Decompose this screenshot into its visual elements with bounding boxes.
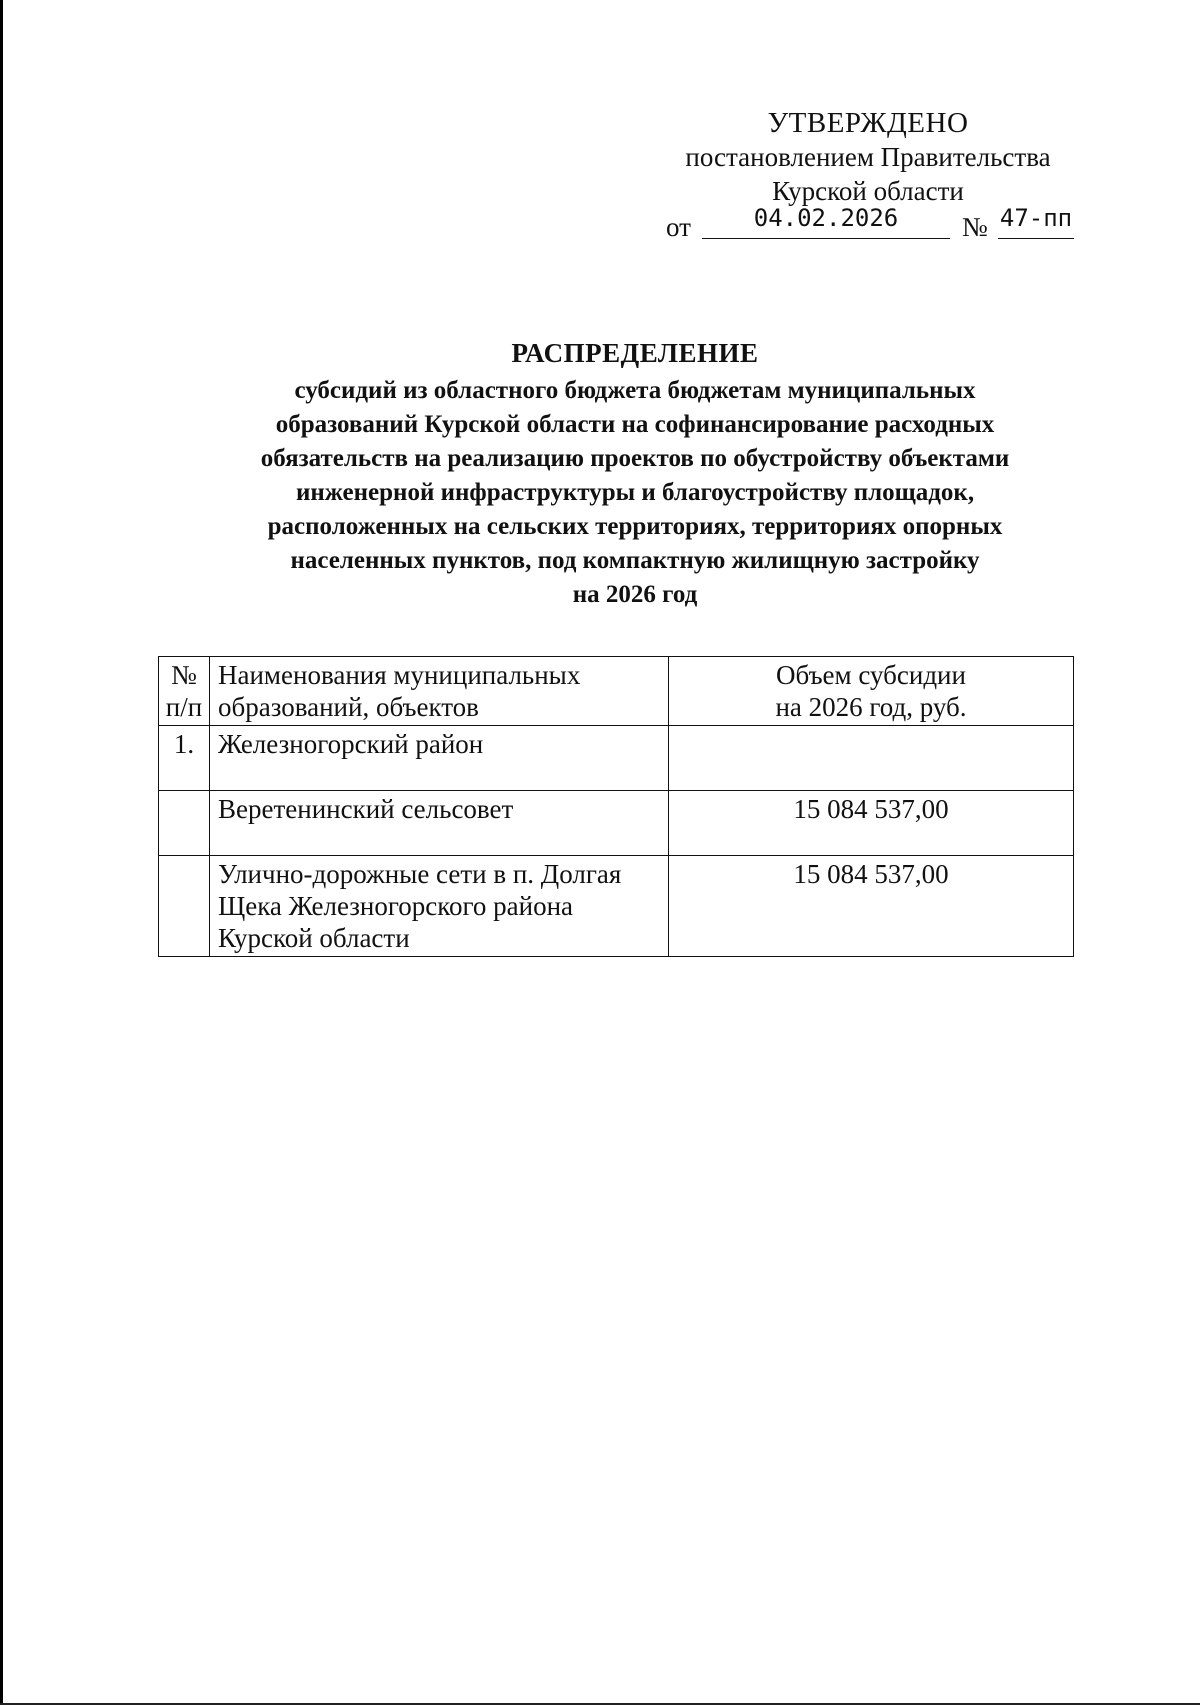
row-name <box>210 726 669 791</box>
row-name <box>210 791 669 856</box>
subtitle-line: населенных пунктов, под компактную жилищную застройку <box>290 547 980 574</box>
subtitle-line: расположенных на сельских территориях, территориях опорных <box>267 513 1003 540</box>
resolution-date: 04.02.2026 <box>702 204 950 239</box>
subsidy-table <box>158 656 1074 957</box>
approval-block <box>650 106 1086 208</box>
header-number-line: п/п <box>165 692 203 722</box>
table-row <box>159 856 1074 957</box>
row-amount: 15 084 537,00 <box>669 856 1074 957</box>
row-name-line: Щека Железногорского района <box>218 891 574 921</box>
number-prefix: № <box>962 212 988 242</box>
resolution-date-row <box>666 204 1086 242</box>
resolution-number: 47-пп <box>998 204 1074 239</box>
row-number <box>159 856 210 957</box>
header-number <box>159 657 210 726</box>
header-name-line: Наименования муниципальных <box>218 660 581 690</box>
document-title: РАСПРЕДЕЛЕНИЕ <box>511 338 759 368</box>
table-row <box>159 791 1074 856</box>
row-number <box>159 791 210 856</box>
row-amount: 15 084 537,00 <box>669 791 1074 856</box>
row-name-line: Курской области <box>218 923 410 953</box>
approval-line-2: Курской области <box>772 176 964 206</box>
subtitle-line: на 2026 год <box>572 581 698 608</box>
date-prefix: от <box>666 212 691 242</box>
header-amount-line: на 2026 год, руб. <box>775 692 967 722</box>
header-amount <box>669 657 1074 726</box>
row-number: 1. <box>159 726 210 791</box>
row-name <box>210 856 669 957</box>
row-name-line: Веретенинский сельсовет <box>218 794 514 824</box>
header-number-line: № <box>171 660 197 690</box>
header-name <box>210 657 669 726</box>
header-name-line: образований, объектов <box>218 692 479 722</box>
row-name-line: Железногорский район <box>218 729 484 759</box>
table-header-row <box>159 657 1074 726</box>
approval-stamp: УТВЕРЖДЕНО <box>767 107 969 139</box>
subtitle-line: обязательств на реализацию проектов по обустройству объектами <box>260 445 1010 472</box>
subtitle-line: образований Курской области на софинансирование расходных <box>275 411 995 438</box>
subtitle-line: инженерной инфраструктуры и благоустройству площадок, <box>295 479 975 506</box>
row-amount <box>669 726 1074 791</box>
table-row <box>159 726 1074 791</box>
subtitle-line: субсидий из областного бюджета бюджетам муниципальных <box>294 377 976 404</box>
header-amount-line: Объем субсидии <box>776 660 966 690</box>
row-name-line: Улично-дорожные сети в п. Долгая <box>218 859 622 889</box>
page-edge-left <box>0 0 3 1705</box>
document-subtitle <box>150 374 1120 612</box>
approval-line-1: постановлением Правительства <box>685 142 1051 172</box>
